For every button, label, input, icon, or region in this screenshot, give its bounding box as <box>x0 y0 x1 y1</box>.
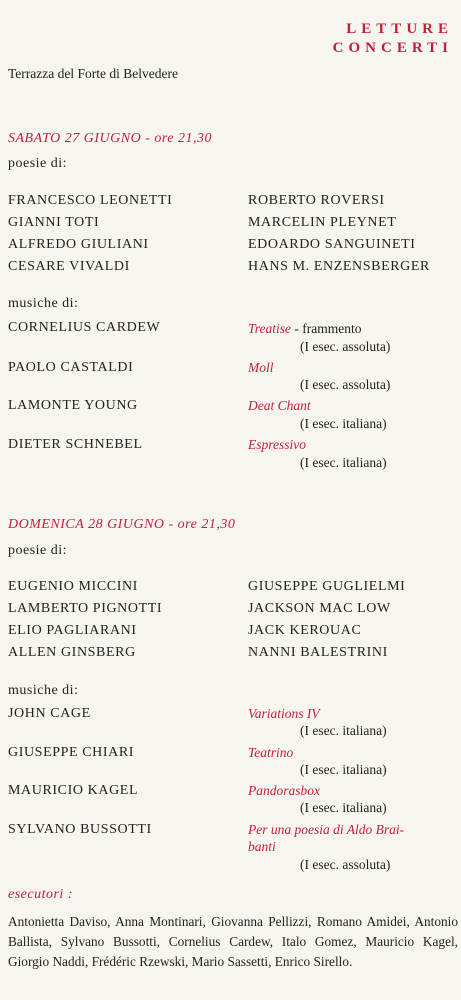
performance-note: (I esec. italiana) <box>300 800 387 815</box>
day2-poetry-label: poesie di: <box>8 543 68 558</box>
work-title <box>248 398 311 414</box>
work-title <box>248 437 306 453</box>
work-title-italic: Deat Chant <box>248 398 311 413</box>
performance-note: (I esec. assoluta) <box>300 857 391 872</box>
poet: GIUSEPPE GUGLIELMI <box>248 579 406 594</box>
day1-date: SABATO 27 GIUGNO - ore 21,30 <box>8 131 213 146</box>
work-title <box>248 321 362 337</box>
work-title-italic: Variations IV <box>248 706 320 721</box>
poet: NANNI BALESTRINI <box>248 645 388 660</box>
composer: SYLVANO BUSSOTTI <box>8 822 152 837</box>
performers-list: Antonietta Daviso, Anna Montinari, Giovanna Pellizzi, Romano Amidei, Antonio Ballista, Sylvano Bussotti, Cornelius Cardew, Italo Gomez, Mauricio Kagel, Giorgio Naddi, Frédéric Rzewski, Mario Sassetti, Enrico Sirello. <box>8 914 458 969</box>
work-title-italic: Pandorasbox <box>248 783 320 798</box>
composer: MAURICIO KAGEL <box>8 783 139 798</box>
header-line-letture: LETTURE <box>346 21 453 37</box>
work-title-italic: banti <box>248 839 276 854</box>
work-title <box>248 783 320 799</box>
poet: MARCELIN PLEYNET <box>248 215 397 230</box>
day1-poetry-label: poesie di: <box>8 156 68 171</box>
composer: LAMONTE YOUNG <box>8 398 138 413</box>
work-title-suffix: - frammento <box>291 321 362 336</box>
work-title <box>248 706 320 722</box>
poet: HANS M. ENZENSBERGER <box>248 259 430 274</box>
composer: CORNELIUS CARDEW <box>8 320 161 335</box>
composer: DIETER SCHNEBEL <box>8 437 143 452</box>
work-title <box>248 822 404 838</box>
work-title-italic: Moll <box>248 360 274 375</box>
day1-music-label: musiche di: <box>8 296 79 311</box>
work-title-italic: Teatrino <box>248 745 294 760</box>
poet: FRANCESCO LEONETTI <box>8 193 173 208</box>
composer: JOHN CAGE <box>8 706 91 721</box>
work-title-continued <box>248 839 276 855</box>
performance-note: (I esec. assoluta) <box>300 377 391 392</box>
performance-note: (I esec. assoluta) <box>300 339 391 354</box>
program-header <box>333 20 453 58</box>
poet: JACKSON MAC LOW <box>248 601 391 616</box>
performance-note: (I esec. italiana) <box>300 455 387 470</box>
poet: EUGENIO MICCINI <box>8 579 138 594</box>
venue: Terrazza del Forte di Belvedere <box>8 66 178 81</box>
poet: ELIO PAGLIARANI <box>8 623 137 638</box>
day2-music-label: musiche di: <box>8 683 79 698</box>
performance-note: (I esec. italiana) <box>300 762 387 777</box>
performance-note: (I esec. italiana) <box>300 416 387 431</box>
work-title-italic: Espressivo <box>248 437 306 452</box>
poet: ALLEN GINSBERG <box>8 645 136 660</box>
poet: EDOARDO SANGUINETI <box>248 237 416 252</box>
poet: ROBERTO ROVERSI <box>248 193 385 208</box>
day2-date: DOMENICA 28 GIUGNO - ore 21,30 <box>8 517 236 532</box>
composer: PAOLO CASTALDI <box>8 360 134 375</box>
poet: JACK KEROUAC <box>248 623 362 638</box>
poet: ALFREDO GIULIANI <box>8 237 149 252</box>
composer: GIUSEPPE CHIARI <box>8 745 135 760</box>
performers-label: esecutori : <box>8 887 73 902</box>
work-title-italic: Per una poesia di Aldo Brai- <box>248 822 405 837</box>
poet: LAMBERTO PIGNOTTI <box>8 601 163 616</box>
poet: GIANNI TOTI <box>8 215 100 230</box>
work-title <box>248 360 274 376</box>
performance-note: (I esec. italiana) <box>300 723 387 738</box>
work-title <box>248 745 293 761</box>
poet: CESARE VIVALDI <box>8 259 130 274</box>
work-title-italic: Treatise <box>248 321 292 336</box>
header-line-concerti: CONCERTI <box>332 40 453 56</box>
